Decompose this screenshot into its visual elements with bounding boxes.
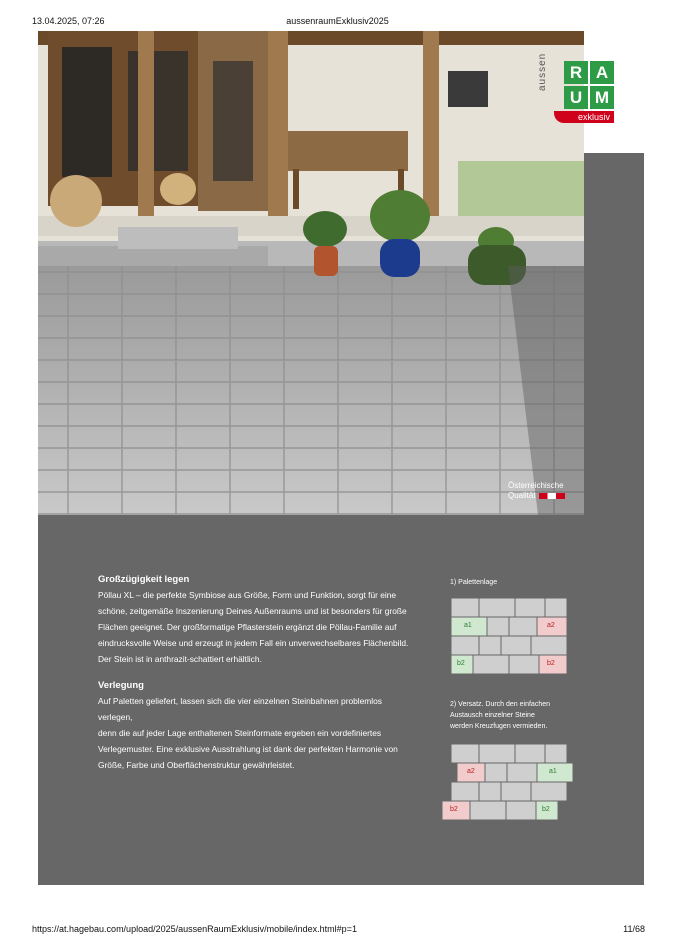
section2-line: Verlegemuster. Eine exklusive Ausstrahlung ist dank der perfekten Harmonie von: [98, 744, 398, 754]
text-column: [98, 573, 418, 773]
diagram2-offset-pattern: [442, 744, 578, 822]
diagram2-tag-b2-right: b2: [542, 806, 550, 813]
diagram2-label-line: werden Kreuzfugen vermieden.: [450, 723, 548, 730]
diagram1-label: 1) Palettenlage: [450, 579, 498, 586]
diagram1-tag-a1: a1: [464, 622, 472, 629]
diagram1-tag-b2-left: b2: [457, 660, 465, 667]
logo-tile-a: A: [590, 61, 614, 84]
section2-heading: Verlegung: [98, 680, 144, 691]
print-page-number: 11/68: [623, 924, 645, 934]
section1-line: eindrucksvolle Weise und erzeugt in jedem Fall ein unverwechselbares Flächenbild.: [98, 638, 409, 648]
print-url: https://at.hagebau.com/upload/2025/aussenRaumExklusiv/mobile/index.html#p=1: [32, 924, 357, 934]
quality-line-1: Österreichische: [508, 481, 564, 490]
diagram2-tag-a1: a1: [549, 768, 557, 775]
section1-heading: Großzügigkeit legen: [98, 574, 190, 585]
print-datetime: 13.04.2025, 07:26: [32, 16, 105, 26]
section2-line: Auf Paletten geliefert, lassen sich die vier einzelnen Steinbahnen problemlos verlegen,: [98, 696, 382, 722]
terrace-illustration: [38, 31, 584, 515]
diagram1-palette-pattern: [451, 598, 569, 676]
quality-badge: [508, 481, 578, 501]
section2-line: denn die auf jeder Lage enthaltenen Steinformate ergeben ein vordefiniertes: [98, 728, 382, 738]
print-footer: [0, 924, 675, 938]
logo-tile-r: R: [564, 61, 588, 84]
section1-line: schöne, zeitgemäße Inszenierung Deines Außenraums und ist besonders für große: [98, 606, 407, 616]
section1-line: Pöllau XL – die perfekte Symbiose aus Größe, Form und Funktion, sorgt für eine: [98, 590, 397, 600]
section2-line: Größe, Farbe und Oberflächenstruktur gewährleistet.: [98, 760, 295, 770]
logo-tile-u: U: [564, 86, 588, 109]
diagram2-label-line: Austausch einzelner Steine: [450, 712, 535, 719]
logo-exklusiv-bar: exklusiv: [554, 111, 614, 123]
diagram1-tag-b2-right: b2: [547, 660, 555, 667]
print-doc-title: aussenraumExklusiv2025: [286, 16, 389, 26]
austria-flag-icon: [539, 493, 565, 499]
quality-line-2: Qualität: [508, 491, 536, 500]
logo-side-text: aussen: [537, 52, 548, 91]
section1-line: Der Stein ist in anthrazit-schattiert erhältlich.: [98, 654, 262, 664]
logo-tile-m: M: [590, 86, 614, 109]
diagram2-tag-b2-left: b2: [450, 806, 458, 813]
catalog-page: [38, 31, 644, 885]
diagram2-label: [450, 699, 550, 732]
diagram2-label-line: 2) Versatz. Durch den einfachen: [450, 701, 551, 708]
diagram2-tag-a2: a2: [467, 768, 475, 775]
terrace-photo: [38, 31, 584, 515]
section1-line: Flächen geeignet. Der großformatige Pflasterstein ergänzt die Pöllau-Familie auf: [98, 622, 397, 632]
print-header: [0, 16, 675, 30]
raum-logo: [537, 52, 616, 125]
diagram1-tag-a2: a2: [547, 622, 555, 629]
